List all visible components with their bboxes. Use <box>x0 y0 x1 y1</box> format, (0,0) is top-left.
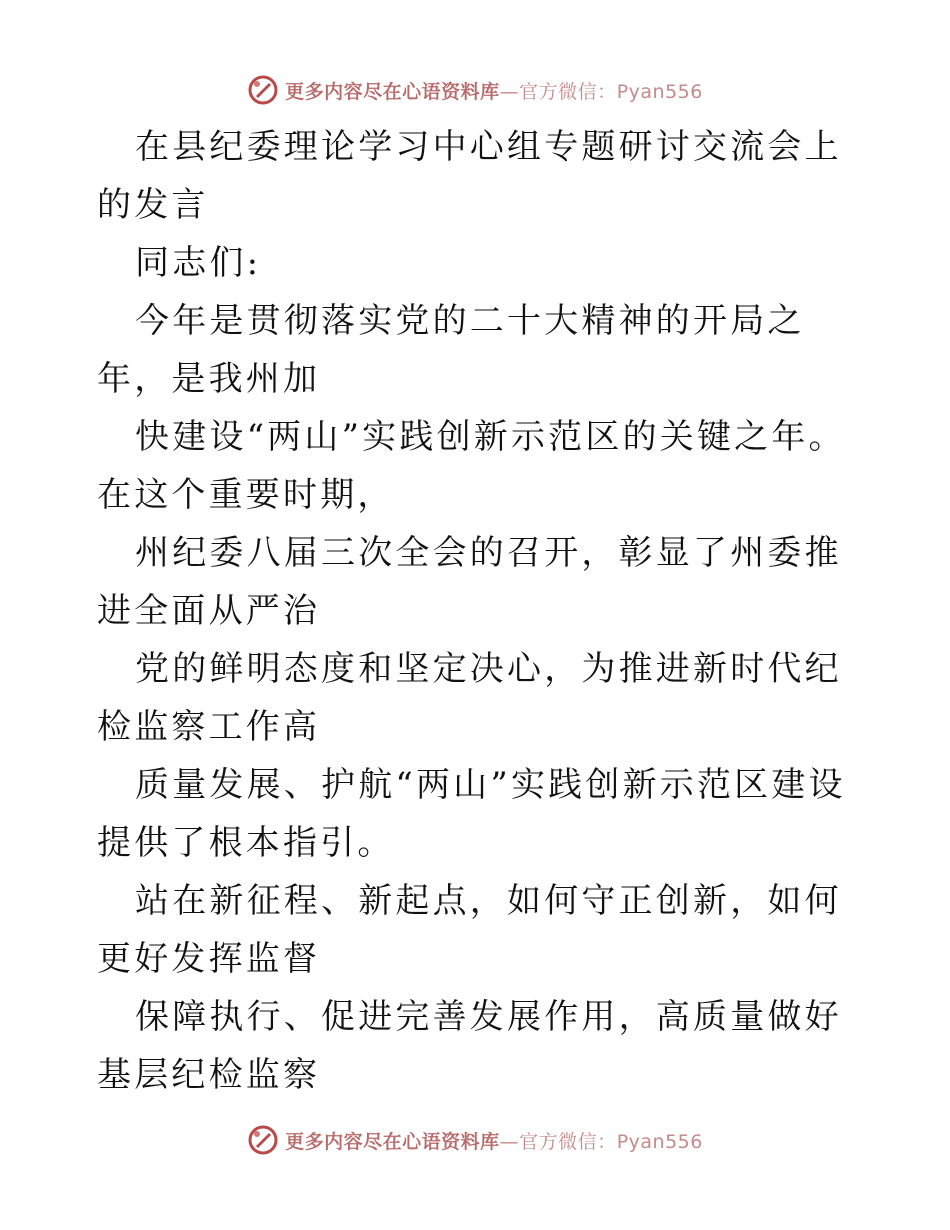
paragraph: 质量发展、护航“两山”实践创新示范区建设提供了根本指引。 <box>97 765 846 863</box>
banner-wechat-id: Pyan556 <box>616 80 703 103</box>
document-body <box>97 118 857 1104</box>
paragraph: 保障执行、促进完善发展作用，高质量做好基层纪检监察 <box>97 997 842 1095</box>
red-circle-quill-icon <box>247 1124 279 1156</box>
paragraph: 站在新征程、新起点，如何守正创新，如何更好发挥监督 <box>97 881 842 979</box>
paragraph: 今年是贯彻落实党的二十大精神的开局之年，是我州加 <box>97 301 805 399</box>
banner-separator: — <box>499 1130 520 1153</box>
banner-text <box>285 77 703 104</box>
banner-separator: — <box>499 80 520 103</box>
banner-wechat-id: Pyan556 <box>616 1130 703 1153</box>
banner-wechat-label: 官方微信： <box>519 80 617 103</box>
paragraph: 快建设“两山”实践创新示范区的关键之年。在这个重要时期， <box>97 417 846 515</box>
header-banner <box>0 70 950 110</box>
paragraph: 州纪委八届三次全会的召开，彰显了州委推进全面从严治 <box>97 533 842 631</box>
footer-banner <box>0 1120 950 1160</box>
document-title: 在县纪委理论学习中心组专题研讨交流会上的发言 <box>97 127 842 225</box>
red-circle-quill-icon <box>247 74 279 106</box>
banner-text <box>285 1127 703 1154</box>
banner-main-text: 更多内容尽在心语资料库 <box>285 1130 500 1153</box>
banner-wechat-label: 官方微信： <box>519 1130 617 1153</box>
paragraph: 党的鲜明态度和坚定决心，为推进新时代纪检监察工作高 <box>97 649 842 747</box>
salutation: 同志们: <box>135 243 262 283</box>
banner-main-text: 更多内容尽在心语资料库 <box>285 80 500 103</box>
